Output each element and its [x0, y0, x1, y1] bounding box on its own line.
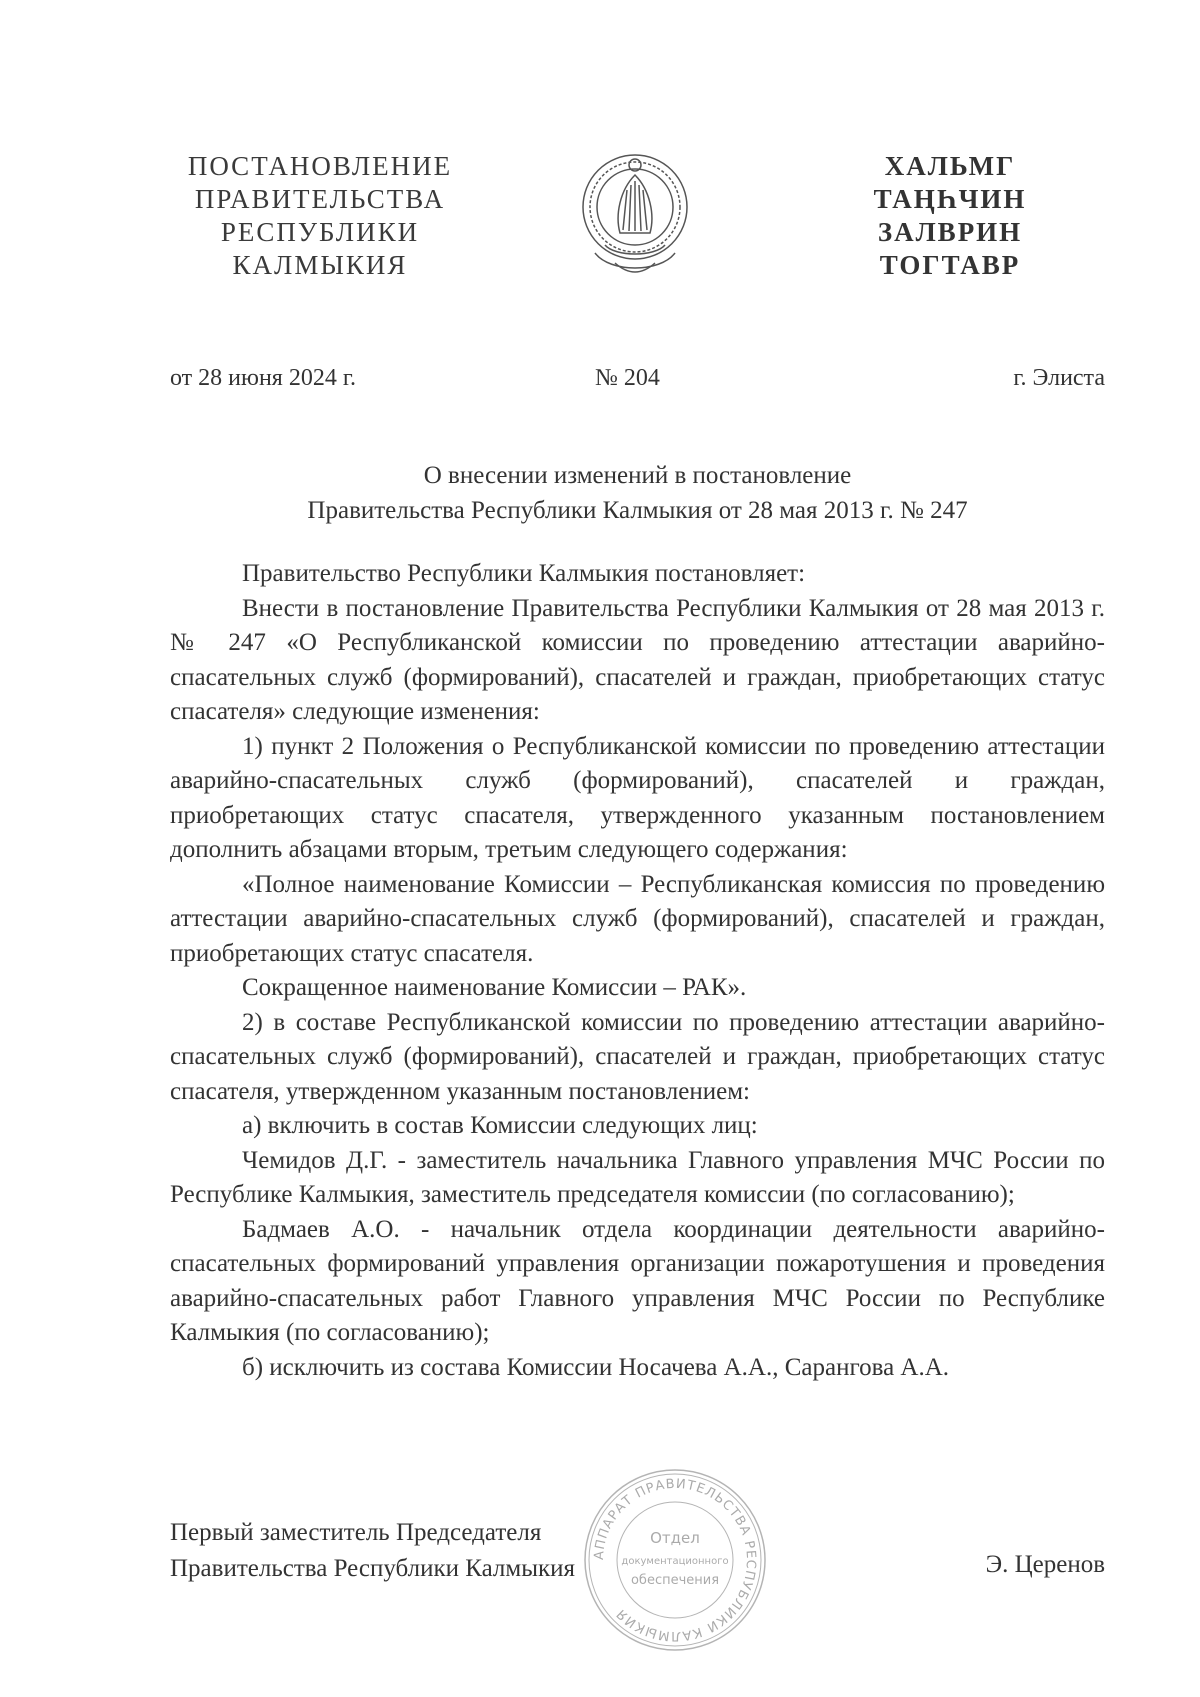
paragraph: Чемидов Д.Г. - заместитель начальника Главного управления МЧС России по Республике Калмыкия, заместитель председателя комиссии (по согласованию);: [170, 1146, 1105, 1208]
paragraph: Внести в постановление Правительства Республики Калмыкия от 28 мая 2013 г. № 247 «О Республиканской комиссии по проведению аттестации аварийно-спасательных служб (формирований), спасателей и граждан, приобретающих статус спасателя» следующие изменения:: [170, 594, 1105, 725]
document-city: г. Элиста: [1013, 365, 1105, 391]
header-line: КАЛМЫКИЯ: [232, 250, 408, 280]
header-line: ХАЛЬМГ: [884, 151, 1016, 181]
paragraph: Правительство Республики Калмыкия постановляет:: [242, 560, 806, 587]
signer-name: Э. Церенов: [985, 1551, 1105, 1578]
paragraph: 1) пункт 2 Положения о Республиканской комиссии по проведению аттестации аварийно-спасательных служб (формирований), спасателей и граждан, приобретающих статус спасателя, утвержденного указанным постановлением дополнить абзацами вторым, третьим следующего содержания:: [170, 732, 1105, 863]
document-body: [170, 557, 1105, 1385]
document-title: [170, 458, 1105, 528]
document-date: от 28 июня 2024 г.: [170, 365, 356, 391]
document-number: № 204: [595, 365, 660, 391]
stamp-center-line: обеспечения: [630, 1573, 720, 1588]
stamp-center-line: документационного: [621, 1556, 729, 1567]
kalmykia-coat-of-arms-icon: [575, 145, 695, 285]
paragraph: Бадмаев А.О. - начальник отдела координации деятельности аварийно-спасательных формирований управления организации пожаротушения и проведения аварийно-спасательных работ Главного управления МЧС России по Республике Калмыкия (по согласованию);: [170, 1215, 1105, 1346]
paragraph: 2) в составе Республиканской комиссии по проведению аттестации аварийно-спасательных служб (формирований), спасателей и граждан, приобретающих статус спасателя, утвержденном указанным постановлением:: [170, 1008, 1105, 1105]
header-russian-title: [170, 150, 470, 282]
signer-position-line: Правительства Республики Калмыкия: [170, 1555, 576, 1582]
paragraph: «Полное наименование Комиссии – Республиканская комиссия по проведению аттестации аварийно-спасательных служб (формирований), спасателей и граждан, приобретающих статус спасателя.: [170, 870, 1105, 967]
stamp-ring-text: АППАРАТ ПРАВИТЕЛЬСТВА РЕСПУБЛИКИ КАЛМЫКИЯ: [591, 1476, 759, 1644]
title-line: О внесении изменений в постановление: [423, 462, 852, 489]
paragraph: б) исключить из состава Комиссии Носачева А.А., Сарангова А.А.: [242, 1353, 950, 1381]
title-line: Правительства Республики Калмыкия от 28 мая 2013 г. № 247: [307, 497, 968, 524]
signer-position-line: Первый заместитель Председателя: [170, 1519, 542, 1546]
header-line: ЗАЛВРИН: [877, 217, 1023, 247]
header-line: ТАҢҺЧИН: [873, 184, 1027, 214]
header-line: ТОГТАВР: [879, 250, 1021, 280]
signature-block: [170, 1515, 575, 1587]
header-line: ПРАВИТЕЛЬСТВА: [194, 184, 446, 214]
stamp-center-line: Отдел: [650, 1529, 700, 1547]
header-kalmyk-title: [840, 150, 1060, 282]
official-stamp: [580, 1465, 770, 1655]
header-line: РЕСПУБЛИКИ: [220, 217, 420, 247]
header-line: ПОСТАНОВЛЕНИЕ: [187, 151, 453, 181]
paragraph: а) включить в состав Комиссии следующих лиц:: [242, 1112, 758, 1139]
paragraph: Сокращенное наименование Комиссии – РАК».: [242, 974, 747, 1001]
